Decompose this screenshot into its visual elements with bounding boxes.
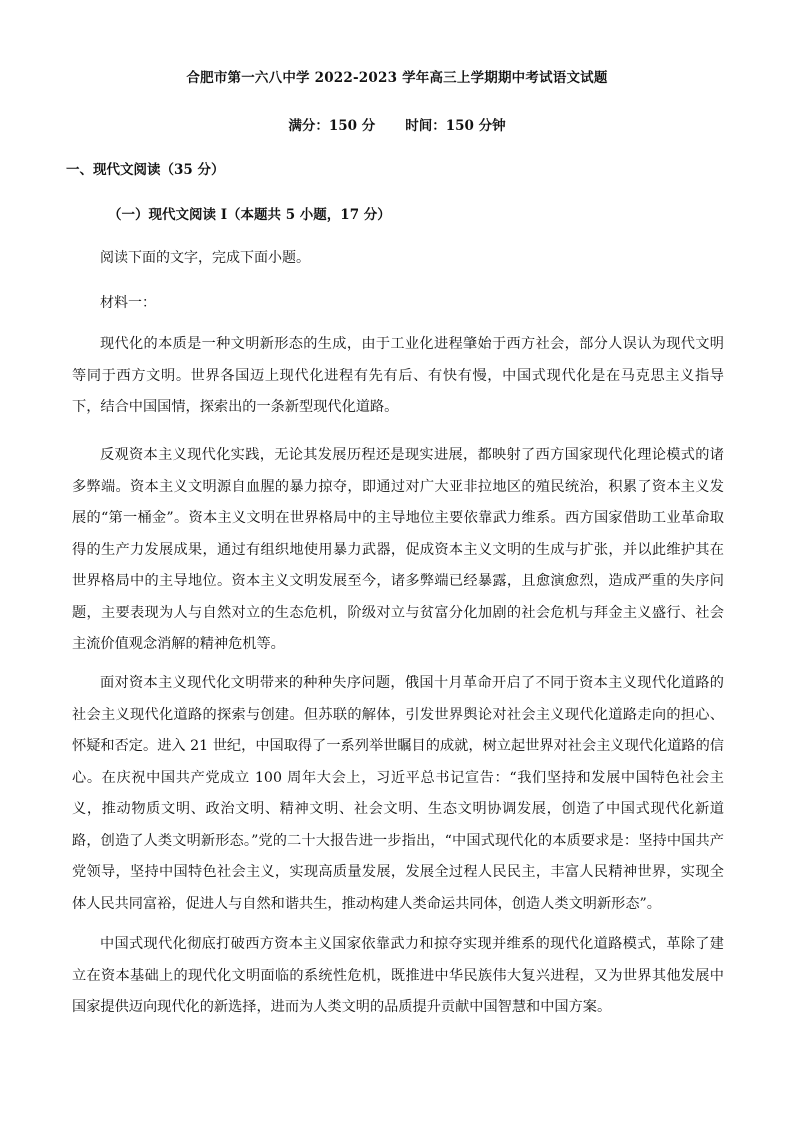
passage-paragraph-2: 反观资本主义现代化实践，无论其发展历程还是现实进展，都映射了西方国家现代化理论模式的诸多弊端。资本主义文明源自血腥的暴力掠夺，即通过对广大亚非拉地区的殖民统治，积累了资本主义发展的“第一桶金”。资本主义文明在世界格局中的主导地位主要依靠武力维系。西方国家借助工业革命取得的生产力发展成果，通过有组织地使用暴力武器，促成资本主义文明的生成与扩张，并以此维护其在世界格局中的主导地位。资本主义文明发展至今，诸多弊端已经暴露，且愈演愈烈，造成严重的失序问题，主要表现为人与自然对立的生态危机，阶级对立与贫富分化加剧的社会危机与拜金主义盛行、社会主流价值观念消解的精神危机等。 xyxy=(72,447,724,652)
section-heading: 一、现代文阅读（35 分） xyxy=(66,162,225,178)
time-limit: 时间：150 分钟 xyxy=(405,118,506,134)
passage-paragraph-1: 现代化的本质是一种文明新形态的生成，由于工业化进程肇始于西方社会，部分人误认为现代文明等同于西方文明。世界各国迈上现代化进程有先有后、有快有慢，中国式现代化是在马克思主义指导下，结合中国国情，探索出的一条新型现代化道路。 xyxy=(72,336,724,415)
exam-meta xyxy=(0,114,794,134)
reading-instruction: 阅读下面的文字，完成下面小题。 xyxy=(100,250,310,266)
exam-title: 合肥市第一六八中学 2022-2023 学年高三上学期期中考试语文试题 xyxy=(186,70,608,86)
passage-paragraph-4: 中国式现代化彻底打破西方资本主义国家依靠武力和掠夺实现并维系的现代化道路模式，革除了建立在资本基础上的现代化文明面临的系统性危机，既推进中华民族伟大复兴进程，又为世界其他发展中国家提供迈向现代化的新选择，进而为人类文明的品质提升贡献中国智慧和中国方案。 xyxy=(72,936,724,1015)
material-label: 材料一： xyxy=(100,295,156,311)
subsection-heading: （一）现代文阅读 I（本题共 5 小题，17 分） xyxy=(108,207,391,223)
passage-paragraph-3: 面对资本主义现代化文明带来的种种失序问题，俄国十月革命开启了不同于资本主义现代化道路的社会主义现代化道路的探索与创建。但苏联的解体，引发世界舆论对社会主义现代化道路走向的担心、怀疑和否定。进入 21 世纪，中国取得了一系列举世瞩目的成就，树立起世界对社会主义现代化道路的信心。在庆祝中国共产党成立 100 周年大会上，习近平总书记宣告：“我们坚持和发展中国特色社会主义，推动物质文明、政治文明、精神文明、社会文明、生态文明协调发展，创造了中国式现代化新道路，创造了人类文明新形态。”党的二十大报告进一步指出，“中国式现代化的本质要求是：坚持中国共产党领导，坚持中国特色社会主义，实现高质量发展，发展全过程人民民主，丰富人民精神世界，实现全体人民共同富裕，促进人与自然和谐共生，推动构建人类命运共同体，创造人类文明新形态”。 xyxy=(72,675,724,912)
full-score: 满分：150 分 xyxy=(288,118,376,134)
